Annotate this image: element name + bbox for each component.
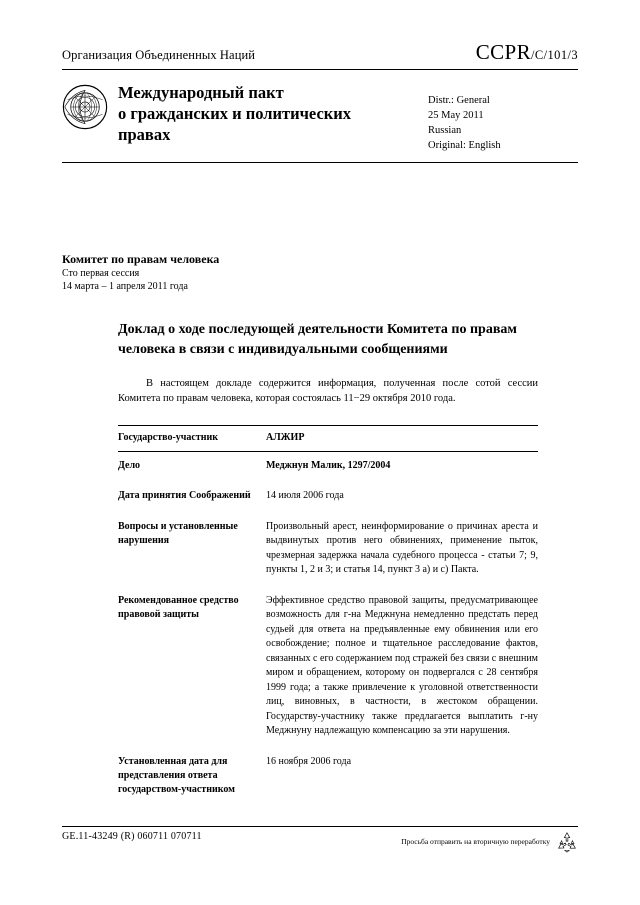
recycle-text: Просьба отправить на вторичную переработку bbox=[401, 836, 550, 846]
row-value: Меджнун Малик, 1297/2004 bbox=[266, 459, 391, 471]
masthead bbox=[62, 40, 578, 68]
title-block bbox=[62, 70, 578, 160]
row-value: АЛЖИР bbox=[266, 426, 538, 452]
row-value: 14 июля 2006 года bbox=[266, 490, 344, 502]
distr-line-4: Original: English bbox=[428, 139, 501, 151]
table-row bbox=[118, 513, 538, 587]
row-label: Рекомендованное средство правовой защиты bbox=[118, 594, 239, 620]
row-label: Государство-участник bbox=[118, 426, 266, 452]
recycle-note bbox=[401, 831, 578, 853]
committee-name: Комитет по правам человека bbox=[62, 251, 220, 266]
committee-dates: 14 марта – 1 апреля 2011 года bbox=[62, 281, 188, 293]
covenant-line-3: правах bbox=[118, 125, 171, 145]
document-symbol-main: CCPR bbox=[475, 40, 532, 64]
distr-line-3: Russian bbox=[428, 124, 462, 136]
footer-document-code: GE.11-43249 (R) 060711 070711 bbox=[62, 831, 202, 842]
abstract-paragraph: В настоящем докладе содержится информация, полученная после сотой сессии Комитета по правам человека, которая состоялась 11−29 октября 2010 года. bbox=[118, 377, 538, 405]
row-label: Установленная дата для представления ответа государством-участником bbox=[118, 755, 235, 795]
case-table-body bbox=[118, 426, 538, 806]
table-row bbox=[118, 587, 538, 748]
row-value: Произвольный арест, неинформирование о причинах ареста и выдвинутых против него обвинениях, применение пыток, чрезмерная задержка начала судебного процесса - статьи 7; 9, пункты 1, 2 и 3; и статья 14, пункт 3 а) и с) Пакта. bbox=[266, 520, 538, 576]
page-footer bbox=[62, 826, 578, 853]
table-row bbox=[118, 748, 538, 806]
row-label: Дата принятия Соображений bbox=[118, 490, 251, 502]
committee-block bbox=[62, 251, 578, 294]
covenant-title bbox=[118, 80, 428, 154]
distr-line-2: 25 May 2011 bbox=[428, 109, 484, 121]
un-emblem bbox=[62, 80, 118, 154]
row-label: Дело bbox=[118, 459, 141, 471]
committee-session: Сто первая сессия bbox=[62, 267, 140, 279]
table-row bbox=[118, 451, 538, 482]
document-symbol bbox=[476, 40, 578, 65]
distribution-info bbox=[428, 80, 578, 154]
document-symbol-sub: /C/101/3 bbox=[531, 48, 578, 62]
covenant-line-1: Международный пакт bbox=[118, 83, 284, 102]
table-row bbox=[118, 482, 538, 513]
covenant-line-2: о гражданских и политических bbox=[118, 104, 352, 124]
recycle-icon bbox=[556, 831, 578, 853]
un-emblem-icon bbox=[62, 84, 108, 130]
organization-name: Организация Объединенных Наций bbox=[62, 48, 256, 62]
row-value: 16 ноября 2006 года bbox=[266, 755, 352, 767]
row-label: Вопросы и установленные нарушения bbox=[118, 520, 238, 546]
row-value: Эффективное средство правовой защиты, предусматривающее возможность для г-на Меджнуна немедленно предстать перед судьей для ответа на предъявленные ему обвинения или его освобождение; полное и тщательное расследование фактов, связанных с его содержанием под стражей без связи с внешним миром и обращением, которому он подвергался с 28 сентября 1999 года; а также привлечение к уголовной ответственности лиц, виновных, в частности, в жестоком обращении. Государству-участнику также предлагается выплатить г-ну Меджнуну надлежащую компенсацию за эти нарушения. bbox=[266, 594, 538, 737]
table-row bbox=[118, 426, 538, 452]
case-table bbox=[118, 425, 538, 806]
header-rule-bottom bbox=[62, 162, 578, 163]
distr-line-1: Distr.: General bbox=[428, 95, 490, 106]
page-title: Доклад о ходе последующей деятельности Комитета по правам человека в связи с индивидуальными сообщениями bbox=[118, 321, 517, 357]
page-content bbox=[62, 40, 578, 806]
